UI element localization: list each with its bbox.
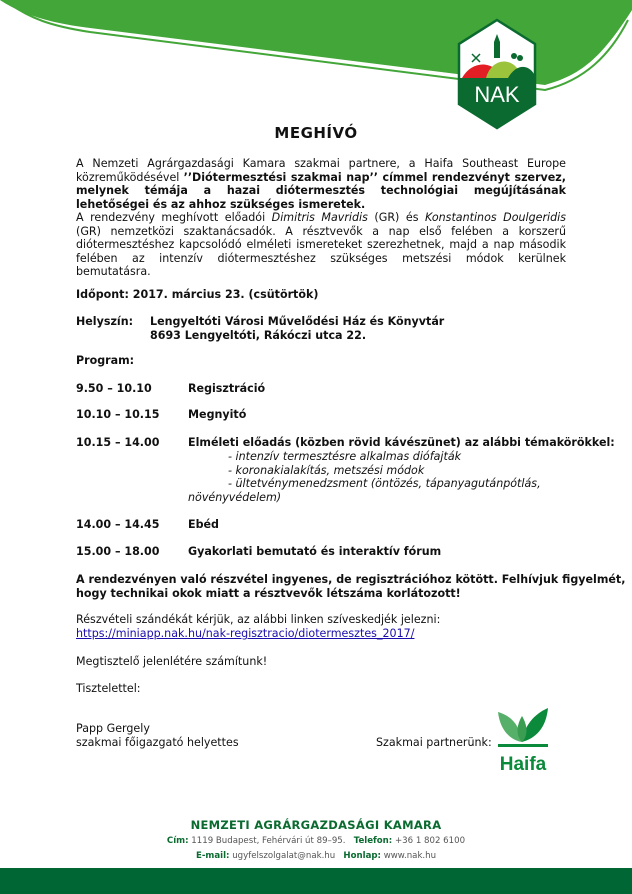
notice-line1: A rendezvényen való részvétel ingyenes, de regisztrációhoz kötött. Felhívjuk figyelmét, [76,573,626,586]
topic-item: - intenzív termesztésre alkalmas diófajták [228,450,462,463]
footer-org-name: NEMZETI AGRÁRGAZDASÁGI KAMARA [190,818,442,832]
topic-item: - koronakialakítás, metszési módok [228,463,425,477]
partner-label: Szakmai partnerünk: [376,736,492,749]
closing-text: Megtisztelő jelenlétére számítunk! [76,655,268,668]
nak-logo [456,18,538,130]
program-activity: Regisztráció [188,382,266,395]
program-time: 10.10 – 10.15 [76,408,160,421]
notice-line2: hogy technikai okok miatt a résztvevők létszáma korlátozott! [76,587,461,600]
program-activity: Ebéd [188,518,219,531]
signature-role: szakmai főigazgató helyettes [76,736,239,749]
program-activity: Elméleti előadás (közben rövid kávészünet) az alábbi témakörökkel: [188,436,615,449]
location-line2: 8693 Lengyeltóti, Rákóczi utca 22. [150,329,367,342]
program-time: 10.15 – 14.00 [76,436,160,449]
program-time: 9.50 – 10.10 [76,382,152,395]
footer-bar [0,868,632,894]
intro-paragraph: A Nemzeti Agrárgazdasági Kamara szakmai partnere, a Haifa Southeast Europe közreműködésével ’’Diótermesztési szakmai nap’’ címmel rendezvényt szervez, melynek témája a hazai diótermesztés technológiai megújításának lehetőségei és az ahhoz szükséges ismeretek. A rendezvény meghívott előadói Dimitris Mavridis (GR) és Konstantinos Doulgeridis (GR) nemzetközi szaktanácsadók. A résztvevők a nap első felében a korszerű diótermesztéshez kapcsolódó elméleti ismereteket szerezhetnek, majd a nap második felében az intenzív diótermesztéshez szükséges metszési módok kerülnek bemutatásra. [76,157,567,278]
page-title: MEGHÍVÓ [274,124,358,142]
program-time: 15.00 – 18.00 [76,545,160,558]
topic-item: növényvédelem) [188,490,282,504]
location-line1: Lengyeltóti Városi Művelődési Ház és Könyvtár [150,315,445,328]
location-label: Helyszín: [76,315,134,328]
regards-text: Tisztelettel: [76,682,141,695]
topic-item: - ültetvénymenedzsment (öntözés, tápanyagutánpótlás, [228,477,541,490]
haifa-logo [494,706,552,774]
svg-text:NAK: NAK [474,82,520,107]
program-activity: Megnyitó [188,408,247,421]
event-date: Időpont: 2017. március 23. (csütörtök) [76,288,319,301]
program-label: Program: [76,354,135,367]
registration-link[interactable]: https://miniapp.nak.hu/nak-regisztracio/diotermesztes_2017/ [76,627,415,640]
footer-contact-line: E-mail: ugyfelszolgalat@nak.hu Honlap: www.nak.hu [195,851,437,861]
program-activity: Gyakorlati bemutató és interaktív fórum [188,545,442,558]
program-time: 14.00 – 14.45 [76,518,160,531]
footer-address-line: Cím: 1119 Budapest, Fehérvári út 89–95. Telefon: +36 1 802 6100 [166,836,466,846]
svg-text:Haifa: Haifa [499,754,547,774]
registration-text: Részvételi szándékát kérjük, az alábbi linken szíveskedjék jelezni: [76,613,441,626]
signature-name: Papp Gergely [76,722,150,735]
program-topics [188,450,541,504]
